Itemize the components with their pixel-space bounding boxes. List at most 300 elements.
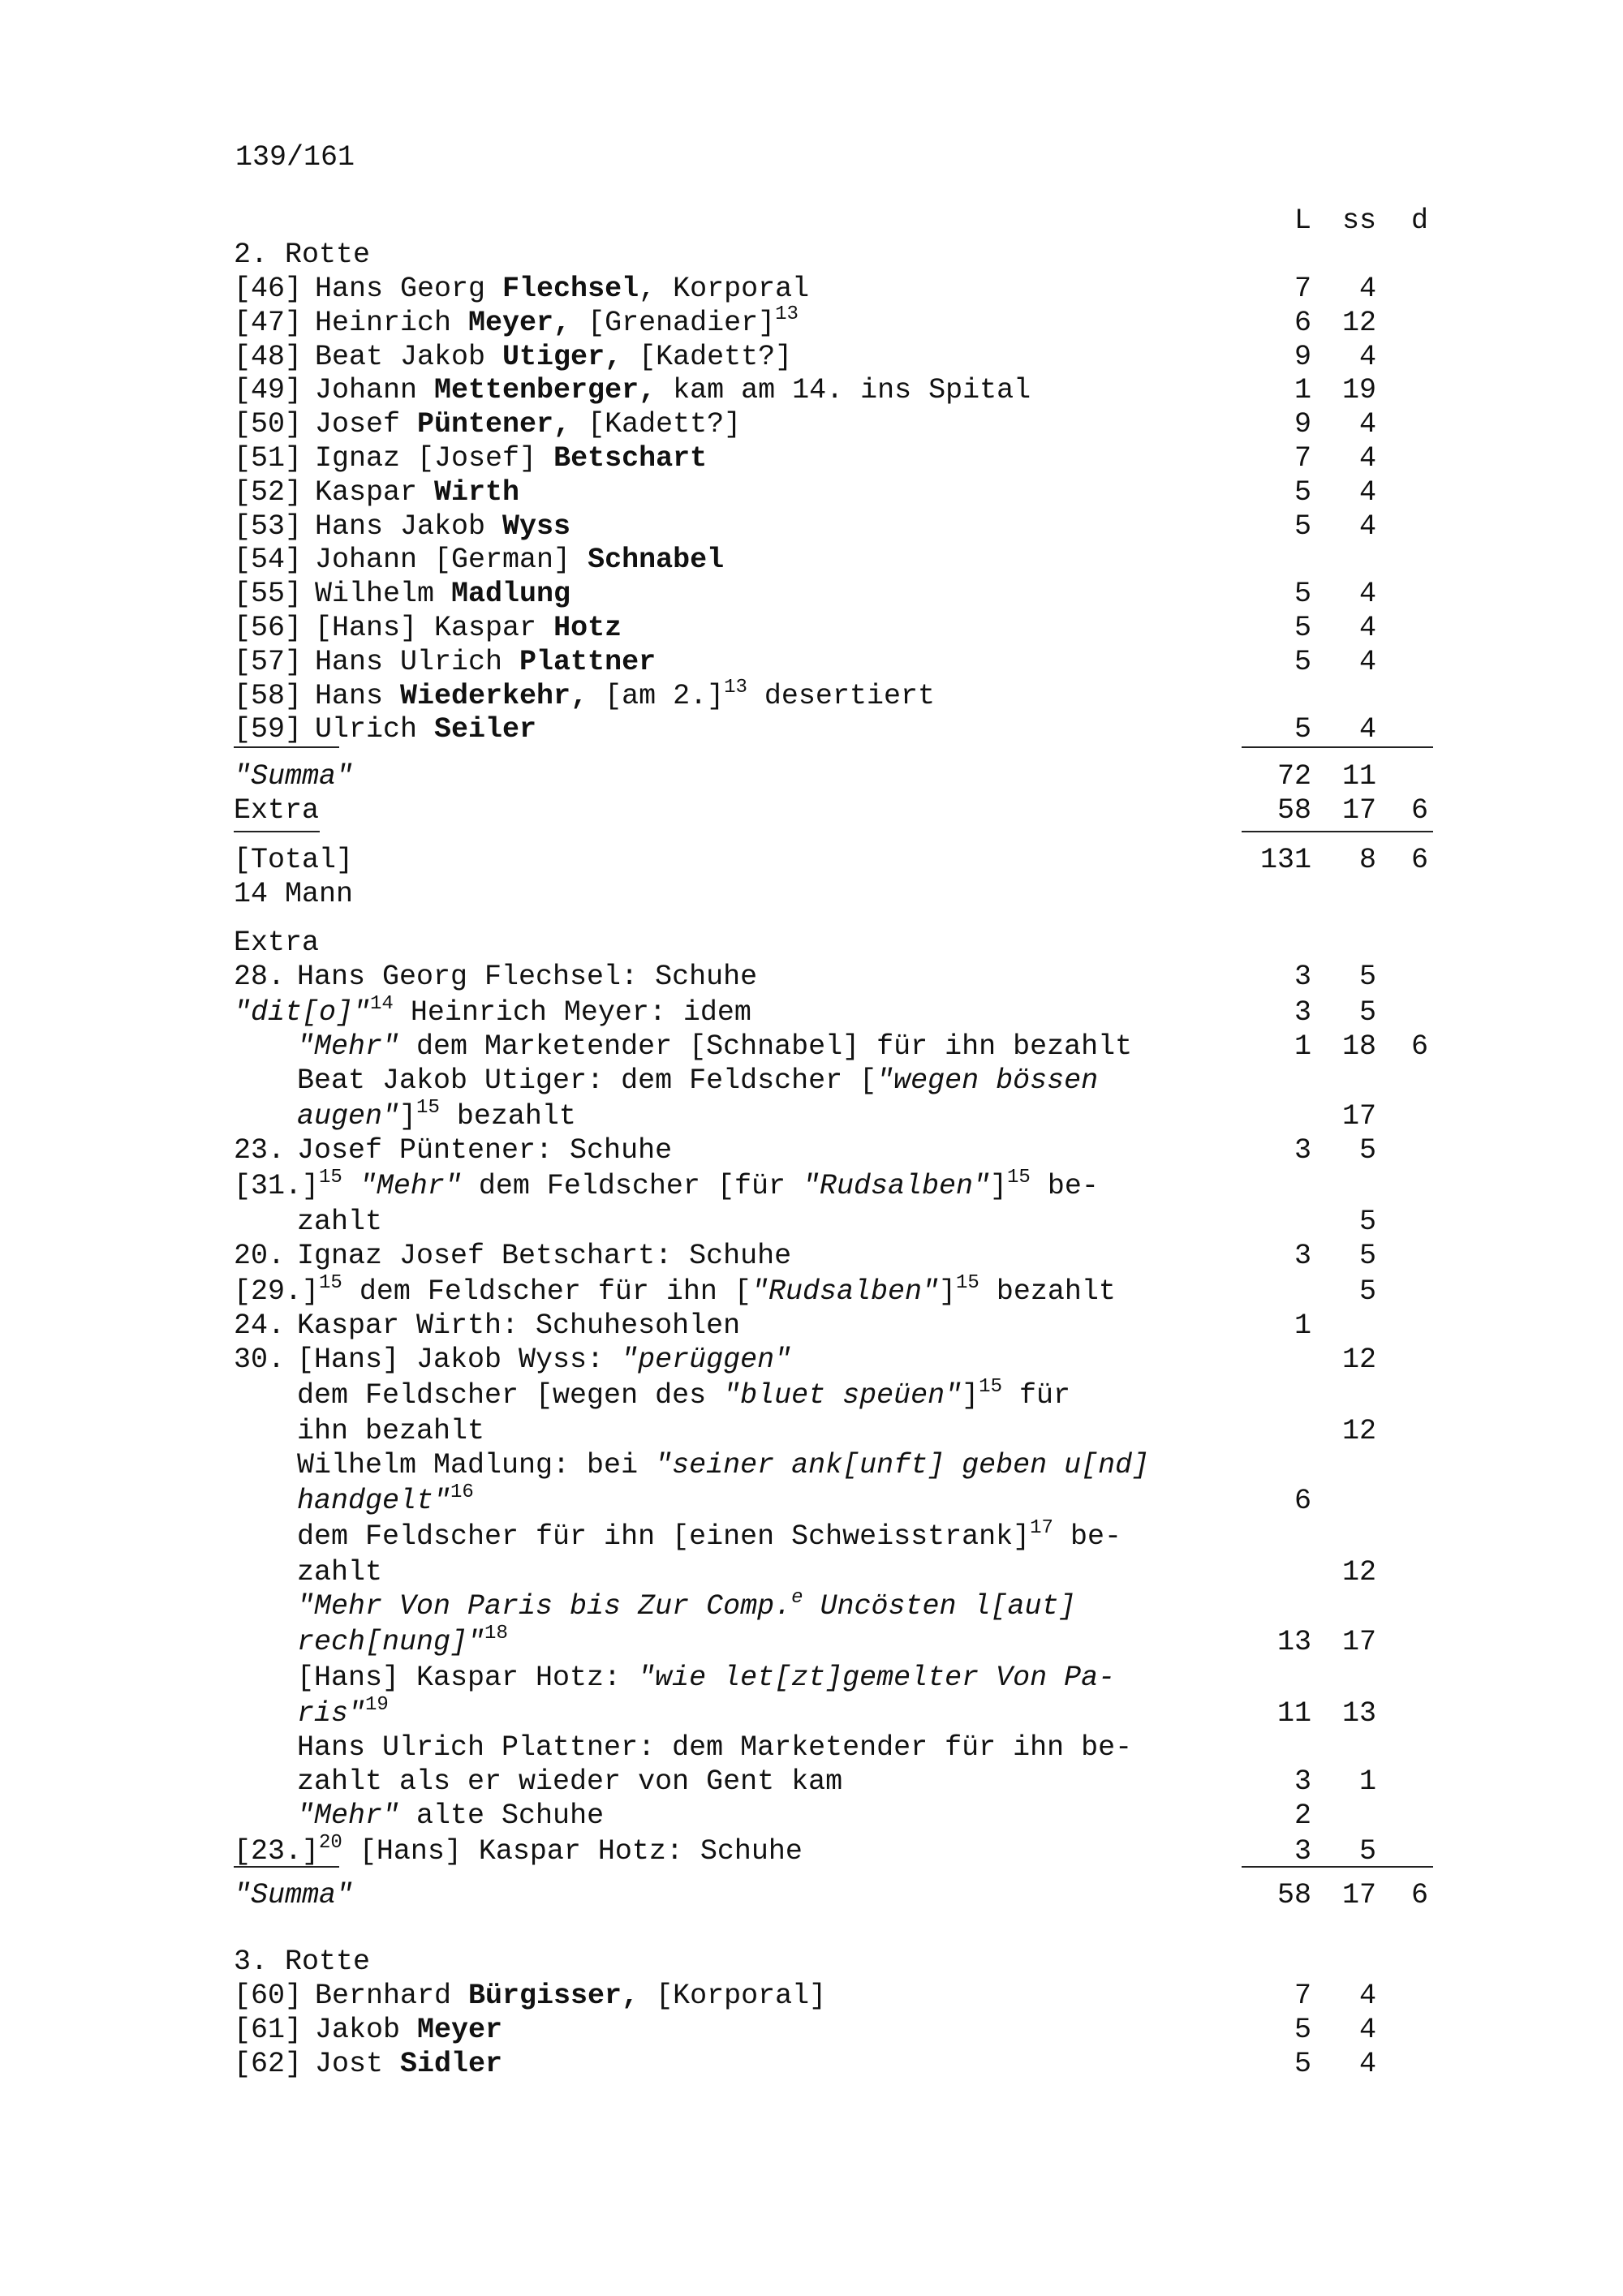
member-name (315, 441, 707, 476)
page-number: 139/161 (235, 141, 355, 174)
amount-l: 5 (1294, 612, 1311, 644)
rotte2-member-row (234, 509, 1451, 544)
rotte2-summa-ss: 11 (1341, 760, 1376, 793)
quoted-source-text: "wegen bössen (876, 1064, 1099, 1097)
entry-text: Beat Jakob Utiger: dem Feldscher [ (297, 1064, 877, 1097)
footnote-ref: 15 (979, 1376, 1002, 1398)
rule-total-left (234, 831, 320, 832)
amount-ss: 4 (1358, 442, 1376, 475)
member-given-name: Ignaz [Josef] (315, 442, 554, 475)
entry-text: Heinrich Meyer: idem (393, 996, 751, 1029)
amount-l: 7 (1294, 273, 1311, 305)
amount-l: 3 (1294, 1134, 1311, 1167)
entry-text: Wilhelm Madlung: bei (297, 1449, 656, 1481)
extra-entry-row (234, 1063, 1451, 1099)
extra-entry-row (234, 1834, 1451, 1869)
member-id: [58] (234, 679, 303, 712)
rotte2-member-row (234, 305, 1451, 341)
member-surname: Betschart (553, 442, 708, 475)
member-given-name: Johann [German] (315, 544, 588, 577)
amount-l: 5 (1294, 475, 1311, 509)
member-id: [57] (234, 645, 303, 678)
rotte2-total-ss: 8 (1358, 844, 1376, 876)
rotte2-member-row (234, 271, 1451, 307)
quoted-source-text: rech[nung]" (297, 1626, 485, 1658)
entry-continuation (297, 1798, 604, 1834)
rotte2-member-row (234, 610, 1451, 646)
rotte2-member-row (234, 406, 1451, 442)
amount-ss: 5 (1358, 1835, 1376, 1868)
rotte2-title-text: 2. Rotte (234, 239, 371, 271)
entry-text: ] (938, 1275, 956, 1308)
member-note: kam am 14. ins Spital (656, 374, 1031, 407)
footnote-ref: 15 (956, 1272, 979, 1294)
extra-entry-row (234, 1764, 1451, 1799)
col-header-ss: ss (1341, 204, 1376, 237)
entry-continuation (297, 1204, 382, 1240)
quoted-source-text: handgelt" (297, 1485, 451, 1517)
entry-continuation (297, 1696, 389, 1731)
amount-ss: 12 (1341, 1556, 1376, 1589)
entry-text: Josef Püntener: Schuhe (297, 1134, 673, 1167)
rotte2-member-row (234, 712, 1451, 747)
rule-extra-right (1242, 1866, 1433, 1868)
amount-l: 5 (1294, 510, 1311, 543)
entry-text: zahlt (297, 1556, 383, 1589)
member-given-name: Jost (315, 2047, 401, 2080)
extra-entry-row (234, 1589, 1451, 1624)
member-surname: Plattner (519, 645, 657, 678)
member-note-2: desertiert (747, 679, 935, 712)
amount-d: 6 (1410, 1030, 1428, 1063)
entry-text: bezahlt (439, 1100, 576, 1133)
amount-l: 3 (1294, 996, 1311, 1029)
member-note: [am 2.] (588, 679, 725, 712)
footnote-ref: 15 (416, 1097, 440, 1119)
entry-text: be- (1053, 1520, 1121, 1553)
amount-ss: 4 (1358, 273, 1376, 305)
amount-l: 1 (1294, 1030, 1311, 1063)
member-given-name: Josef (315, 408, 418, 441)
footnote-ref: 14 (370, 993, 394, 1015)
extra-entry-row (234, 1447, 1451, 1483)
amount-ss: 5 (1358, 1206, 1376, 1238)
rotte2-member-row (234, 441, 1451, 476)
member-note: [Kadett?] (622, 340, 793, 373)
amount-l: 9 (1294, 408, 1311, 441)
amount-l: 3 (1294, 961, 1311, 993)
member-name (315, 271, 809, 307)
extra-entry-row (234, 1696, 1451, 1731)
member-surname: Wyss (502, 510, 571, 543)
extra-entry-row (234, 1342, 1451, 1378)
rotte2-summa-label: "Summa" (234, 760, 354, 793)
member-note: [Korporal] (639, 1980, 827, 2012)
rule-rotte2-left (234, 746, 339, 748)
rotte2-member-row (234, 644, 1451, 680)
member-note: , Korporal (639, 273, 810, 305)
entry-text: Hans Ulrich Plattner: dem Marketender für ihn be- (297, 1731, 1133, 1764)
amount-ss: 5 (1358, 961, 1376, 993)
rule-rotte2-right (1242, 746, 1433, 748)
footnote-ref: 15 (319, 1272, 342, 1294)
amount-ss: 4 (1358, 645, 1376, 678)
amount-l: 1 (1294, 374, 1311, 407)
entry-continuation (297, 1730, 1132, 1765)
member-id: [54] (234, 544, 303, 577)
quoted-source-text: "perüggen" (621, 1344, 792, 1376)
extra-entry-row (234, 1413, 1451, 1449)
rotte2-member-row (234, 475, 1451, 510)
extra-entry-row (234, 1624, 1451, 1660)
entry-day: 24. (234, 1309, 286, 1342)
entry-text: Kaspar Wirth: Schuhesohlen (297, 1309, 741, 1342)
entry-text: dem Feldscher für ihn [einen Schweisstrank] (297, 1520, 1031, 1553)
member-id: [49] (234, 374, 303, 407)
quoted-source-text: "dit[o]" (234, 996, 371, 1029)
amount-ss: 12 (1341, 306, 1376, 339)
member-given-name: Hans (315, 679, 401, 712)
member-surname: Meyer (417, 2013, 503, 2046)
footnote-ref: e (791, 1587, 803, 1609)
entry-text: bezahlt (979, 1275, 1116, 1308)
entry-continuation (297, 1660, 1115, 1696)
member-id: [48] (234, 340, 303, 373)
extra-title (234, 925, 1451, 961)
entry-continuation (297, 1624, 508, 1660)
amount-ss: 12 (1341, 1344, 1376, 1376)
amount-ss: 4 (1358, 713, 1376, 746)
quoted-source-text: augen" (297, 1100, 400, 1133)
member-note: [Kadett?] (570, 408, 742, 441)
extra-entry-row (234, 1660, 1451, 1696)
rotte2-total-label: [Total] (234, 844, 354, 876)
member-surname: Meyer, (468, 306, 571, 339)
rotte2-member-row (234, 576, 1451, 612)
extra-title-text: Extra (234, 927, 320, 959)
member-id: [52] (234, 475, 303, 509)
amount-l: 7 (1294, 442, 1311, 475)
amount-l: 3 (1294, 1835, 1311, 1868)
entry-continuation (297, 1519, 1121, 1554)
entry-text: Hans Georg Flechsel: Schuhe (297, 961, 758, 993)
entry-text-block (234, 1834, 803, 1869)
entry-day: 20. (234, 1240, 286, 1272)
rotte2-mann (234, 876, 1451, 912)
extra-entry-row (234, 1099, 1451, 1134)
entry-text (342, 1170, 359, 1202)
extra-entry-row (234, 1483, 1451, 1519)
extra-entry-row (234, 1378, 1451, 1413)
member-surname: Wirth (434, 475, 520, 509)
member-given-name: Beat Jakob (315, 340, 503, 373)
rotte3-member-row (234, 2046, 1451, 2082)
amount-ss: 4 (1358, 510, 1376, 543)
amount-ss: 4 (1358, 578, 1376, 611)
amount-l: 5 (1294, 645, 1311, 678)
member-name (315, 678, 935, 714)
amount-l: 5 (1294, 713, 1311, 746)
quoted-source-text: "Mehr" (359, 1170, 462, 1202)
member-given-name: Wilhelm (315, 578, 452, 611)
entry-text: ] (962, 1379, 979, 1412)
member-id: [61] (234, 2013, 303, 2046)
entry-text: ] (399, 1100, 417, 1133)
entry-text: für (1001, 1379, 1070, 1412)
amount-ss: 19 (1341, 374, 1376, 407)
extra-entry-row (234, 1133, 1451, 1168)
member-surname: Flechsel (502, 273, 639, 305)
member-id: [51] (234, 442, 303, 475)
rotte2-summa-l: 72 (1276, 760, 1311, 793)
quoted-source-text: "bluet speüen" (723, 1379, 962, 1412)
entry-text: [Hans] Jakob Wyss: (297, 1344, 622, 1376)
extra-entry-row (234, 1730, 1451, 1765)
entry-continuation (297, 1764, 842, 1799)
rotte2-total-d: 6 (1410, 844, 1428, 876)
amount-l: 6 (1294, 1485, 1311, 1517)
rotte2-extra-row (234, 793, 1451, 828)
member-given-name: Bernhard (315, 1980, 469, 2012)
entry-continuation (297, 1554, 382, 1590)
extra-summa-ss: 17 (1341, 1879, 1376, 1911)
col-header-l: L (1294, 204, 1311, 237)
member-note: [Grenadier] (570, 306, 776, 339)
member-given-name: Hans Georg (315, 273, 503, 305)
amount-ss: 4 (1358, 2013, 1376, 2046)
extra-entry-row (234, 1308, 1451, 1344)
amount-l: 3 (1294, 1765, 1311, 1798)
amount-ss: 17 (1341, 1626, 1376, 1658)
amount-ss: 4 (1358, 2047, 1376, 2080)
extra-entry-row (234, 1519, 1451, 1554)
amount-ss: 13 (1341, 1697, 1376, 1730)
member-surname: Schnabel (588, 544, 725, 577)
quoted-source-text: "Mehr" (297, 1799, 400, 1832)
entry-text-block (297, 959, 757, 995)
rotte2-member-row (234, 542, 1451, 578)
quoted-source-text: "seiner ank[unft] geben u[nd] (655, 1449, 1150, 1481)
extra-entry-row (234, 1274, 1451, 1309)
rotte3-title (234, 1944, 1451, 1980)
footnote-ref: 15 (319, 1167, 342, 1189)
entry-day: 23. (234, 1134, 286, 1167)
amount-ss: 4 (1358, 340, 1376, 373)
entry-continuation (297, 1589, 1076, 1624)
member-surname: Wiederkehr, (400, 679, 588, 712)
member-name (315, 712, 536, 747)
member-name (315, 610, 622, 646)
entry-text-block (297, 1308, 740, 1344)
entry-text: dem Feldscher [wegen des (297, 1379, 724, 1412)
rotte2-total-l: 131 (1259, 844, 1311, 876)
amount-ss: 5 (1358, 996, 1376, 1029)
member-id: [50] (234, 408, 303, 441)
extra-entry-row (234, 995, 1451, 1030)
amount-ss: 18 (1341, 1030, 1376, 1063)
extra-entry-row (234, 1798, 1451, 1834)
member-surname: Utiger, (502, 340, 622, 373)
entry-text: dem Feldscher für ihn [ (342, 1275, 751, 1308)
member-given-name: Kaspar (315, 475, 435, 509)
entry-text: ] (990, 1170, 1008, 1202)
entry-text: dem Feldscher [für (461, 1170, 803, 1202)
entry-text: [31.] (234, 1170, 320, 1202)
member-id: [56] (234, 612, 303, 644)
member-given-name: Hans Ulrich (315, 645, 520, 678)
rotte2-member-row (234, 339, 1451, 375)
rotte2-title (234, 237, 1451, 273)
amount-l: 6 (1294, 306, 1311, 339)
amount-ss: 4 (1358, 1980, 1376, 2012)
footnote-ref: 20 (319, 1832, 342, 1854)
member-name (315, 644, 656, 680)
entry-continuation (297, 1063, 1098, 1099)
amount-ss: 1 (1358, 1765, 1376, 1798)
entry-text-block (297, 1238, 791, 1274)
footnote-ref: 13 (724, 676, 747, 699)
entry-text-block (234, 1168, 1099, 1204)
entry-text: ihn bezahlt (297, 1415, 485, 1447)
member-given-name: Jakob (315, 2013, 418, 2046)
rule-total-right (1242, 831, 1433, 832)
member-given-name: [Hans] Kaspar (315, 612, 554, 644)
member-surname: Sidler (400, 2047, 503, 2080)
amount-l: 11 (1276, 1697, 1311, 1730)
entry-continuation (297, 1099, 576, 1134)
quoted-source-text: "Rudsalben" (802, 1170, 991, 1202)
member-name (315, 542, 724, 578)
entry-day: 28. (234, 961, 286, 993)
rotte2-member-row (234, 372, 1451, 408)
entry-continuation (297, 1483, 474, 1519)
rotte2-summa-row (234, 759, 1451, 794)
amount-l: 7 (1294, 1980, 1311, 2012)
quoted-source-text: "Rudsalben" (751, 1275, 939, 1308)
member-surname: Püntener, (417, 408, 571, 441)
entry-text: [23.] (234, 1835, 320, 1868)
rotte2-total-row (234, 842, 1451, 878)
extra-entry-row (234, 1029, 1451, 1064)
extra-entry-row (234, 1238, 1451, 1274)
member-given-name: Heinrich (315, 306, 469, 339)
member-name (315, 305, 799, 341)
footnote-ref: 17 (1030, 1517, 1053, 1539)
extra-entry-row (234, 959, 1451, 995)
member-surname: Seiler (434, 713, 537, 746)
member-name (315, 1978, 826, 2014)
amount-l: 13 (1276, 1626, 1311, 1658)
entry-text-block (234, 995, 751, 1030)
footnote-ref: 18 (484, 1623, 508, 1645)
amount-ss: 5 (1358, 1134, 1376, 1167)
member-surname: Madlung (451, 578, 571, 611)
rotte2-extra-d: 6 (1410, 794, 1428, 827)
member-id: [60] (234, 1980, 303, 2012)
amount-l: 2 (1294, 1799, 1311, 1832)
rotte2-extra-ss: 17 (1341, 794, 1376, 827)
quoted-source-text: ris" (297, 1697, 366, 1730)
extra-entry-row (234, 1204, 1451, 1240)
member-name (315, 576, 570, 612)
member-surname: Mettenberger, (434, 374, 657, 407)
entry-text-block (297, 1342, 791, 1378)
entry-text: [Hans] Kaspar Hotz: (297, 1662, 639, 1694)
member-given-name: Johann (315, 374, 435, 407)
amount-l: 5 (1294, 2047, 1311, 2080)
rule-extra-left (234, 1866, 339, 1868)
amount-l: 5 (1294, 2013, 1311, 2046)
entry-text: zahlt (297, 1206, 383, 1238)
member-id: [53] (234, 510, 303, 543)
rotte2-extra-label: Extra (234, 794, 320, 827)
amount-ss: 4 (1358, 475, 1376, 509)
member-id: [59] (234, 713, 303, 746)
extra-summa-l: 58 (1276, 1879, 1311, 1911)
amount-l: 9 (1294, 340, 1311, 373)
member-name (315, 339, 792, 375)
quoted-source-text: "Mehr" (297, 1030, 400, 1063)
amount-ss: 4 (1358, 612, 1376, 644)
column-headers (234, 203, 1451, 239)
rotte3-title-text: 3. Rotte (234, 1946, 371, 1978)
entry-continuation (297, 1413, 484, 1449)
member-name (315, 475, 519, 510)
member-name (315, 2012, 502, 2048)
entry-text-block (297, 1133, 672, 1168)
extra-entry-row (234, 1168, 1451, 1204)
quoted-source-text: Uncösten l[aut] (803, 1590, 1076, 1623)
extra-entry-row (234, 1554, 1451, 1590)
quoted-source-text: "wie let[zt]gemelter Von Pa- (638, 1662, 1116, 1694)
rotte3-member-row (234, 1978, 1451, 2014)
footnote-ref: 13 (775, 303, 799, 325)
entry-text: be- (1030, 1170, 1099, 1202)
member-name (315, 372, 1031, 408)
quoted-source-text: "Mehr Von Paris bis Zur Comp. (297, 1590, 792, 1623)
amount-ss: 5 (1358, 1275, 1376, 1308)
rotte2-extra-l: 58 (1276, 794, 1311, 827)
member-id: [47] (234, 306, 303, 339)
amount-ss: 12 (1341, 1415, 1376, 1447)
amount-ss: 4 (1358, 408, 1376, 441)
member-name (315, 509, 570, 544)
amount-ss: 17 (1341, 1100, 1376, 1133)
footnote-ref: 19 (365, 1694, 389, 1716)
entry-day: 30. (234, 1344, 286, 1376)
member-surname: Hotz (553, 612, 622, 644)
entry-text: [Hans] Kaspar Hotz: Schuhe (342, 1835, 803, 1868)
entry-continuation (297, 1447, 1149, 1483)
member-id: [46] (234, 273, 303, 305)
extra-summa-row (234, 1877, 1451, 1913)
member-surname: Bürgisser, (468, 1980, 639, 2012)
rotte2-member-row (234, 678, 1451, 714)
member-given-name: Hans Jakob (315, 510, 503, 543)
entry-text: alte Schuhe (399, 1799, 605, 1832)
entry-text-block (234, 1274, 1116, 1309)
member-given-name: Ulrich (315, 713, 435, 746)
col-header-d: d (1410, 204, 1428, 237)
member-id: [62] (234, 2047, 303, 2080)
entry-text: dem Marketender [Schnabel] für ihn bezahlt (399, 1030, 1133, 1063)
amount-l: 3 (1294, 1240, 1311, 1272)
member-id: [55] (234, 578, 303, 611)
member-name (315, 2046, 502, 2082)
amount-l: 5 (1294, 578, 1311, 611)
entry-text: Ignaz Josef Betschart: Schuhe (297, 1240, 792, 1272)
amount-ss: 5 (1358, 1240, 1376, 1272)
